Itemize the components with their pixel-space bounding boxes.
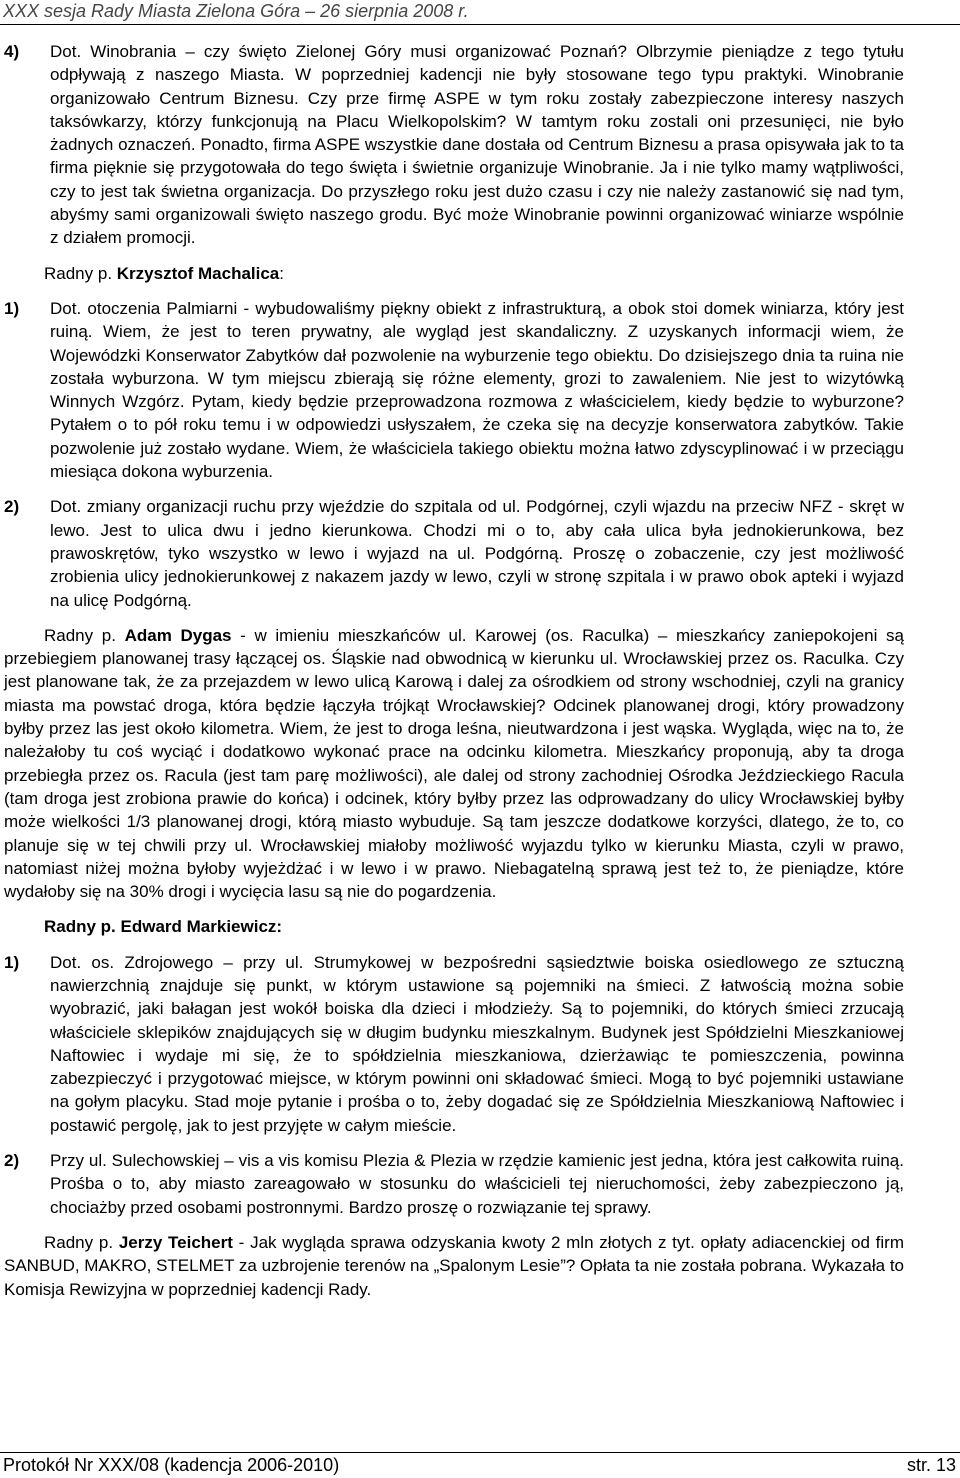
speaker-name: Krzysztof Machalica [116,263,280,283]
document-body [4,40,904,1301]
item-number: 1) [4,298,20,318]
list-item [4,1149,904,1219]
list-item [4,40,904,250]
item-text: Dot. zmiany organizacji ruchu przy wjeździe do szpitala od ul. Podgórnej, czyli wjazdu na przeciw NFZ - skręt w lewo. Jest to ulica dwu i jedno kierunkowa. Chodzi mi o to, aby cała ulica była jednokierunkowa, bez prawoskrętów, tyko wszystko w lewo i wyjazd na ul. Podgórną. Proszę o zobaczenie, czy jest możliwość zrobienia ulicy jednokierunkowej z nakazem jazdy w lewo, czyli w stronę szpitala i w prawo obok apteki i wyjazd na ulicę Podgórną. [50,497,904,610]
header-title: XXX sesja Rady Miasta Zielona Góra – 26 sierpnia 2008 r. [3,1,469,21]
list-item [4,495,904,611]
speaker-heading: Radny p. Krzysztof Machalica: [44,263,284,283]
item-number: 1) [4,952,20,972]
item-text: Dot. otoczenia Palmiarni - wybudowaliśmy piękny obiekt z infrastrukturą, a obok stoi domek winiarza, który jest ruiną. Wiem, że jest to teren prywatny, ale wygląd jest skandaliczny. Z uzyskanych informacji wiem, że Wojewódzki Konserwator Zabytków dał pozwolenie na wyburzenie tego obiektu. Do dzisiejszego dnia ta ruina nie została wyburzona. W tym miejscu zbierają się różne elementy, grozi to zawaleniem. Nie jest to wizytówką Winnych Wzgórz. Pytam, kiedy będzie przeprowadzona rozmowa z właścicielem, kiedy będzie to wyburzone? Pytałem o to pół roku temu i w odpowiedzi usłyszałem, że czeka się na decyzje konserwatora zabytków. Takie pozwolenie już zostało wydane. Wiem, że właściciela takiego obiektu można łatwo zdyscyplinować i w przeciągu miesiąca dokona wyburzenia. [50,298,904,482]
item-number: 2) [4,497,20,517]
speaker-heading: Radny p. Edward Markiewicz: [44,917,283,937]
list-item [4,297,904,483]
item-number: 2) [4,1151,20,1171]
item-text: Dot. Winobrania – czy święto Zielonej Góry musi organizować Poznań? Olbrzymie pieniądze z tego tytułu odpływają z naszego Miasta. W poprzedniej kadencji nie były stosowane tego typu praktyki. Winobranie organizowało Centrum Biznesu. Czy prze firmę ASPE w tym roku zostały zabezpieczone interesy naszych taksówkarzy, którzy funkcjonują na Placu Wielkopolskim? W tamtym roku zostali oni przesunięci, nie było żadnych oznaczeń. Ponadto, firma ASPE wszystkie dane dostała od Centrum Biznesu a prasa opisywała jak to ta firma pięknie się przygotowała do tego święta i świetnie organizuje Winobranie. Ja i nie tylko mamy wątpliwości, czy to jest tak świetna organizacja. Do przyszłego roku jest dużo czasu i czy nie należy zastanowić się nad tym, abyśmy sami organizowali święto naszego grodu. Być może Winobranie powinni organizować winiarze wspólnie z działem promocji. [50,42,904,248]
footer-protocol: Protokół Nr XXX/08 (kadencja 2006-2010) [3,1455,340,1475]
item-text: Przy ul. Sulechowskiej – vis a vis komisu Plezia & Plezia w rzędzie kamienic jest jedna, która jest całkowita ruiną. Prośba o to, aby miasto zareagowało w stosunku do właścicieli tej nieruchomości, żeby zabezpieczono ją, chociażby przed osobami postronnymi. Bardzo proszę o rozwiązanie tej sprawy. [50,1151,904,1217]
speaker-name: Edward Markiewicz [120,917,277,937]
page-footer [0,1452,960,1478]
speaker-paragraph: Radny p. Adam Dygas - w imieniu mieszkańców ul. Karowej (os. Raculka) – mieszkańcy zaniepokojeni są przebiegiem planowanej trasy łączącej os. Śląskie nad obwodnicą w kierunku ul. Wrocławskiej przez os. Raculka. Czy jest planowane tak, że za przejazdem w lewo ulicą Karową i dalej za ośrodkiem od strony wschodniej, czyli na granicy miasta ma powstać droga, która będzie łączyła trójkąt Wrocławskiej? Odcinek planowanej drogi, który prowadzony byłby przez las jest około kilometra. Wiem, że jest to droga leśna, nieutwardzona i jest wąska. Wygląda, więc na to, że należałoby tu coś wyciąć i dodatkowo wykonać prace na odcinku kilometra. Mieszkańcy proponują, aby ta droga przebiegła przez os. Racula (jest tam parę możliwości), ale dalej od strony zachodniej Ośrodka Jeździeckiego Racula (tam droga jest zrobiona prawie do końca) i odcinek, który byłby przez las odprowadzany do ulicy Wrocławskiej byłby może wielkości 1/3 planowanej drogi, którą miasto wybuduje. Są tam jeszcze dodatkowe korzyści, dlatego, że to, co planuje się w tej chwili przy ul. Wrocławskiej miałoby możliwość wyjazdu tylko w kierunku Miasta, czyli w prawo, natomiast niżej można byłoby wyjeżdżać i w lewo i w prawo. Niebagatelną sprawą jest też to, że pieniądze, które wydałoby się na 30% drogi i wycięcia lasu są nie do pogardzenia. [4,625,905,902]
list-item [4,951,904,1137]
item-number: 4) [4,42,20,61]
speaker-name: Adam Dygas [124,625,232,645]
page-number: str. 13 [906,1455,956,1475]
item-text: Dot. os. Zdrojowego – przy ul. Strumykowej w bezpośredni sąsiedztwie boiska osiedlowego ze sztuczną nawierzchnią znajduje się punkt, w którym ustawione są pojemniki na śmieci. Z łatwością można sobie wyobrazić, jaki bałagan jest wokół boiska dla dzieci i młodzieży. Są to pojemniki, do których śmieci zrzucają właściciele sklepików znajdujących się w długim budynku mieszkalnym. Budynek jest Spółdzielni Mieszkaniowej Naftowiec i wydaje mi się, że to spółdzielnia mieszkaniowa, dzierżawiąc te pomieszczenia, powinna zabezpieczyć i przygotować miejsce, w którym powinni oni składować śmieci. Mogą to być pojemniki ustawiane na gołym placyku. Stad moje pytanie i prośba o to, żeby dogadać się ze Spółdzielnia Mieszkaniową Naftowiec i postawić pergolę, jak to jest przyjęte w całym mieście. [50,952,904,1135]
speaker-paragraph: Radny p. Jerzy Teichert - Jak wygląda sprawa odzyskania kwoty 2 mln złotych z tyt. opłaty adiacenckiej od firm SANBUD, MAKRO, STELMET za uzbrojenie terenów na „Spalonym Lesie”? Opłata ta nie została pobrana. Wykazała to Komisja Rewizyjna w poprzedniej kadencji Rady. [4,1232,905,1299]
page-header [0,0,960,25]
speaker-name: Jerzy Teichert [118,1232,233,1252]
